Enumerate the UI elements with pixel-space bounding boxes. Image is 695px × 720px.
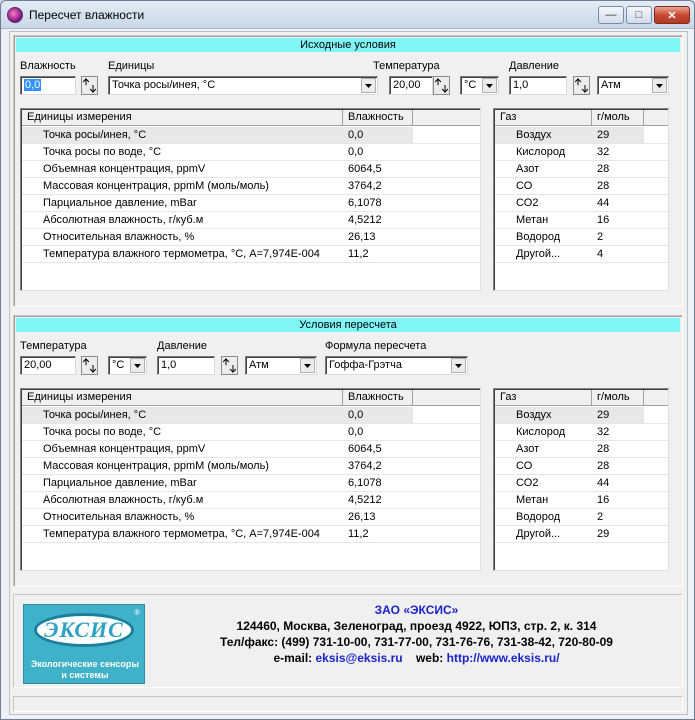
source-temp-spinner[interactable] xyxy=(433,76,450,95)
row-blank xyxy=(413,127,481,144)
row-value: 29 xyxy=(592,526,644,543)
col-header-blank xyxy=(644,390,669,406)
row-label: Кислород xyxy=(495,144,592,161)
row-label: Объемная концентрация, ppmV xyxy=(22,441,343,458)
row-value: 44 xyxy=(592,475,644,492)
row-value: 26,13 xyxy=(343,509,413,526)
row-value: 2 xyxy=(592,229,644,246)
row-blank xyxy=(644,526,669,543)
row-blank xyxy=(413,441,481,458)
status-bar xyxy=(13,696,683,712)
recalc-temp-input[interactable]: 20,00 xyxy=(20,356,76,375)
maximize-button[interactable]: □ xyxy=(626,6,652,24)
row-value: 32 xyxy=(592,144,644,161)
row-value: 4 xyxy=(592,246,644,263)
row-blank xyxy=(413,458,481,475)
units-value: Точка росы/инея, °С xyxy=(112,79,216,91)
recalc-temp-unit-select[interactable] xyxy=(108,356,147,375)
row-label: Другой... xyxy=(495,526,592,543)
close-button[interactable]: ✕ xyxy=(654,6,690,24)
row-value: 3764,2 xyxy=(343,458,413,475)
row-value: 6,1078 xyxy=(343,475,413,492)
window-title: Пересчет влажности xyxy=(29,8,145,22)
row-blank xyxy=(413,195,481,212)
spin-arrows-icon xyxy=(83,78,96,93)
row-label: Точка росы/инея, °С xyxy=(22,407,343,424)
row-blank xyxy=(413,178,481,195)
humidity-spinner[interactable] xyxy=(81,76,98,95)
row-label: Парциальное давление, mBar xyxy=(22,195,343,212)
logo-text: ЭКСИС xyxy=(44,617,124,642)
chevron-down-icon xyxy=(451,358,466,373)
row-blank xyxy=(644,212,669,229)
row-value: 6064,5 xyxy=(343,161,413,178)
row-label: Другой... xyxy=(495,246,592,263)
col-header-gas[interactable]: Газ xyxy=(495,390,592,406)
row-label: Водород xyxy=(495,229,592,246)
row-label: Кислород xyxy=(495,424,592,441)
col-header-blank xyxy=(413,110,481,126)
col-header-humidity[interactable]: Влажность xyxy=(343,110,413,126)
chevron-down-icon xyxy=(361,78,376,93)
row-label: Азот xyxy=(495,161,592,178)
row-blank xyxy=(413,161,481,178)
source-pressure-input[interactable]: 1,0 xyxy=(509,76,567,95)
formula-select[interactable] xyxy=(325,356,468,375)
row-value: 4,5212 xyxy=(343,212,413,229)
company-address: 124460, Москва, Зеленоград, проезд 4922, ЮПЗ, стр. 2, к. 314 xyxy=(236,619,597,633)
row-value: 11,2 xyxy=(343,526,413,543)
source-temp-unit: °С xyxy=(464,79,477,91)
recalc-temp-spinner[interactable] xyxy=(81,356,98,375)
row-blank xyxy=(644,407,669,424)
row-blank xyxy=(644,144,669,161)
spin-arrows-icon xyxy=(223,358,236,373)
row-value: 3764,2 xyxy=(343,178,413,195)
recalc-temp-label: Температура xyxy=(20,340,87,352)
source-pressure-spinner[interactable] xyxy=(573,76,590,95)
row-blank xyxy=(644,475,669,492)
row-label: Точка росы/инея, °С xyxy=(22,127,343,144)
row-label: Массовая концентрация, ppmM (моль/моль) xyxy=(22,458,343,475)
row-blank xyxy=(413,407,481,424)
row-label: Воздух xyxy=(495,127,592,144)
company-footer xyxy=(13,594,683,688)
chevron-down-icon xyxy=(130,358,145,373)
col-header-units[interactable]: Единицы измерения xyxy=(22,110,343,126)
row-label: Воздух xyxy=(495,407,592,424)
formula-label: Формула пересчета xyxy=(325,340,427,352)
row-value: 4,5212 xyxy=(343,492,413,509)
row-value: 32 xyxy=(592,424,644,441)
company-name: ЗАО «ЭКСИС» xyxy=(374,603,459,617)
row-blank xyxy=(644,229,669,246)
col-header-gas[interactable]: Газ xyxy=(495,110,592,126)
row-value: 0,0 xyxy=(343,127,413,144)
recalc-pressure-spinner[interactable] xyxy=(221,356,238,375)
email-link[interactable]: eksis@eksis.ru xyxy=(315,651,403,665)
row-blank xyxy=(644,458,669,475)
row-label: Точка росы по воде, °С xyxy=(22,144,343,161)
row-blank xyxy=(413,509,481,526)
recalc-pressure-label: Давление xyxy=(157,340,208,352)
col-header-humidity[interactable]: Влажность xyxy=(343,390,413,406)
col-header-molar[interactable]: г/моль xyxy=(592,110,644,126)
recalc-conditions-panel xyxy=(13,315,683,587)
formula-value: Гоффа-Грэтча xyxy=(329,359,402,371)
row-blank xyxy=(644,127,669,144)
source-pressure-unit: Атм xyxy=(601,79,621,91)
chevron-down-icon xyxy=(482,78,497,93)
row-value: 6,1078 xyxy=(343,195,413,212)
humidity-input[interactable] xyxy=(20,76,76,95)
row-blank xyxy=(413,212,481,229)
row-label: СО xyxy=(495,458,592,475)
row-blank xyxy=(644,509,669,526)
recalc-pressure-unit-select[interactable] xyxy=(245,356,317,375)
source-temp-input[interactable]: 20,00 xyxy=(389,76,433,95)
row-value: 0,0 xyxy=(343,144,413,161)
email-label: e-mail: xyxy=(273,651,313,665)
title-bar[interactable] xyxy=(1,1,694,29)
row-label: Точка росы по воде, °С xyxy=(22,424,343,441)
row-label: Абсолютная влажность, г/куб.м xyxy=(22,212,343,229)
row-blank xyxy=(413,526,481,543)
spin-arrows-icon xyxy=(435,78,448,93)
row-blank xyxy=(413,246,481,263)
units-select[interactable] xyxy=(108,76,378,95)
row-label: Абсолютная влажность, г/куб.м xyxy=(22,492,343,509)
row-label: СО xyxy=(495,178,592,195)
row-blank xyxy=(413,492,481,509)
row-label: Метан xyxy=(495,492,592,509)
row-label: Относительная влажность, % xyxy=(22,509,343,526)
company-contacts xyxy=(154,651,679,665)
recalc-gas-table[interactable] xyxy=(493,388,669,571)
row-value: 28 xyxy=(592,441,644,458)
recalc-temp-unit: °С xyxy=(112,359,125,371)
row-label: Объемная концентрация, ppmV xyxy=(22,161,343,178)
row-blank xyxy=(413,144,481,161)
row-value: 44 xyxy=(592,195,644,212)
row-value: 28 xyxy=(592,161,644,178)
row-value: 16 xyxy=(592,492,644,509)
col-header-units[interactable]: Единицы измерения xyxy=(22,390,343,406)
col-header-blank xyxy=(413,390,481,406)
source-pressure-unit-select[interactable] xyxy=(597,76,669,95)
logo-caption: Экологические сенсоры и системы xyxy=(30,659,140,680)
company-logo xyxy=(23,604,145,684)
source-temp-label: Температура xyxy=(373,60,440,72)
row-value: 6064,5 xyxy=(343,441,413,458)
row-label: Температура влажного термометра, °С, А=7,974Е-004 xyxy=(22,246,343,263)
registered-mark: ® xyxy=(134,608,140,617)
humidity-label: Влажность xyxy=(20,60,76,72)
row-label: Азот xyxy=(495,441,592,458)
recalc-header: Условия пересчета xyxy=(16,318,680,332)
spin-arrows-icon xyxy=(83,358,96,373)
source-units-table[interactable] xyxy=(20,108,481,291)
row-label: Массовая концентрация, ppmM (моль/моль) xyxy=(22,178,343,195)
row-label: Метан xyxy=(495,212,592,229)
source-gas-table[interactable] xyxy=(493,108,669,291)
web-label: web: xyxy=(415,651,444,665)
row-value: 11,2 xyxy=(343,246,413,263)
row-value: 28 xyxy=(592,178,644,195)
row-blank xyxy=(644,246,669,263)
row-value: 0,0 xyxy=(343,407,413,424)
row-label: Водород xyxy=(495,509,592,526)
row-label: СО2 xyxy=(495,475,592,492)
row-label: Относительная влажность, % xyxy=(22,229,343,246)
row-blank xyxy=(413,424,481,441)
chevron-down-icon xyxy=(652,78,667,93)
spin-arrows-icon xyxy=(575,78,588,93)
row-blank xyxy=(644,195,669,212)
minimize-button[interactable]: — xyxy=(598,6,624,24)
row-value: 0,0 xyxy=(343,424,413,441)
source-header: Исходные условия xyxy=(16,38,680,52)
recalc-units-table[interactable] xyxy=(20,388,481,571)
row-value: 16 xyxy=(592,212,644,229)
row-blank xyxy=(644,441,669,458)
col-header-blank xyxy=(644,110,669,126)
row-label: Парциальное давление, mBar xyxy=(22,475,343,492)
company-phone: Тел/факс: (499) 731-10-00, 731-77-00, 731-76-76, 731-38-42, 720-80-09 xyxy=(220,635,613,649)
humidity-value: 0,0 xyxy=(25,79,41,91)
row-value: 2 xyxy=(592,509,644,526)
recalc-pressure-unit: Атм xyxy=(249,359,269,371)
row-blank xyxy=(644,161,669,178)
logo-oval xyxy=(34,613,134,647)
source-pressure-label: Давление xyxy=(509,60,560,72)
row-label: СО2 xyxy=(495,195,592,212)
row-blank xyxy=(644,492,669,509)
row-value: 28 xyxy=(592,458,644,475)
row-blank xyxy=(413,229,481,246)
col-header-molar[interactable]: г/моль xyxy=(592,390,644,406)
row-label: Температура влажного термометра, °С, А=7,974Е-004 xyxy=(22,526,343,543)
source-temp-unit-select[interactable] xyxy=(460,76,499,95)
row-blank xyxy=(644,178,669,195)
web-link[interactable]: http://www.eksis.ru/ xyxy=(446,651,560,665)
row-value: 26,13 xyxy=(343,229,413,246)
recalc-pressure-input[interactable]: 1,0 xyxy=(157,356,215,375)
source-conditions-panel xyxy=(13,35,683,307)
app-icon xyxy=(7,7,23,23)
row-value: 29 xyxy=(592,127,644,144)
row-blank xyxy=(644,424,669,441)
chevron-down-icon xyxy=(300,358,315,373)
row-blank xyxy=(413,475,481,492)
units-label: Единицы xyxy=(108,60,155,72)
row-value: 29 xyxy=(592,407,644,424)
client-area xyxy=(9,31,688,715)
